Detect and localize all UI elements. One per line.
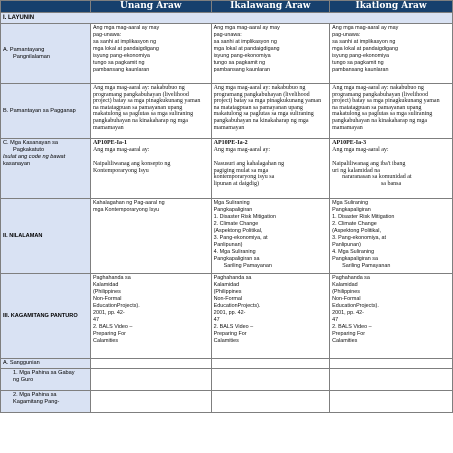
text-line: EducationProjects). bbox=[213, 303, 261, 309]
label-kasanayan bbox=[1, 139, 91, 199]
gabay-day-1 bbox=[90, 369, 211, 391]
text-line: isyung pang-ekonomiya bbox=[213, 53, 271, 59]
text-line: EducationProjects). bbox=[92, 303, 140, 309]
text-line: 4. Mga Suliraning bbox=[332, 249, 375, 255]
row-kasanayan bbox=[1, 139, 453, 199]
sanggunian-day-3 bbox=[330, 359, 453, 369]
text-line: Kalamidad bbox=[332, 282, 358, 288]
label-part: Pagkakatuto bbox=[13, 147, 45, 153]
text-line: 47 bbox=[213, 317, 220, 323]
text-line: pambansang kaunlaran bbox=[332, 67, 389, 73]
text-line: (Philippines bbox=[332, 289, 360, 295]
text-line: project) batay sa mga pinagkukunang yaman bbox=[92, 98, 201, 105]
text-line: na matatagpuan sa pamayanan upang bbox=[332, 104, 422, 111]
text-line: mga lokal at pandaigdigang bbox=[92, 46, 159, 52]
text-line: Mga Suliraning bbox=[213, 200, 250, 206]
text-line: nararanasan sa komunidad at bbox=[342, 174, 412, 181]
text-line: (Aspektong Politikal, bbox=[213, 228, 263, 234]
text-line: Non-Formal bbox=[332, 296, 361, 302]
competency-code: AP10PE-Ia-2 bbox=[213, 140, 248, 146]
row-nilalaman bbox=[1, 199, 453, 274]
label-part: Isulat ang code ng bawat bbox=[3, 154, 66, 160]
text-line: Ang mga mag-aaral ay: nakabubuo ng bbox=[332, 85, 424, 91]
text-line: 4. Mga Suliraning bbox=[213, 249, 256, 255]
text-line: Mga Suliraning bbox=[332, 200, 369, 206]
text-line: makatulong sa paglutas sa mga suliraning bbox=[213, 111, 314, 118]
label-kagamitang-pang-mag-aaral bbox=[1, 391, 91, 413]
text-line: pambansang kaunlaran bbox=[213, 67, 270, 73]
text-line: Non-Formal bbox=[92, 296, 122, 302]
text-line: Kalamidad bbox=[92, 282, 119, 288]
text-line: 2. Climate Change bbox=[332, 221, 377, 227]
text-line: 1. Disaster Risk Mitigation bbox=[213, 214, 276, 220]
label-sanggunian: A. Sanggunian bbox=[1, 359, 91, 369]
text-line: Calamities bbox=[213, 338, 239, 344]
text-line: pagiging mulat sa mga bbox=[213, 167, 269, 174]
sanggunian-day-2 bbox=[211, 359, 329, 369]
label-part: 1. Mga Pahina sa Gabay bbox=[13, 370, 75, 376]
text-line: pambansang kaunlaran bbox=[92, 67, 150, 73]
text-line: 2001, pp. 42- bbox=[332, 310, 364, 316]
text-line: pag-unawa: bbox=[92, 32, 122, 38]
text-line: Preparing For bbox=[213, 331, 247, 337]
text-line: 3. Pang-ekonomiya, at bbox=[332, 235, 387, 241]
pagganap-day-3 bbox=[330, 84, 453, 139]
text-line: Ang mga mag-aaral ay: nakabubuo ng bbox=[213, 85, 306, 91]
label-part: 2. Mga Pahina sa bbox=[13, 392, 57, 398]
text-line: mga lokal at pandaigdigang bbox=[213, 46, 280, 52]
text-line: 2. Climate Change bbox=[213, 221, 259, 227]
text-line: Ang mga mag-aaral ay may bbox=[92, 25, 160, 31]
label-nilalaman: II. NILALAMAN bbox=[1, 199, 91, 274]
text-line: tungo sa pagkamit ng bbox=[213, 60, 266, 66]
row-pamantayang-pangnilalaman bbox=[1, 24, 453, 84]
kasanayan-day-3 bbox=[330, 139, 453, 199]
text-line: isyung pang-ekonomiya bbox=[332, 53, 390, 59]
kagamitan-day-2 bbox=[211, 391, 329, 413]
text-line: mamamayan bbox=[92, 124, 124, 131]
label-part: A. Pamantayang bbox=[3, 46, 45, 53]
text-line: Paghahanda sa bbox=[213, 275, 252, 281]
text-line: programang pangkabuhayan (livelihood bbox=[213, 91, 310, 98]
text-line: Paghahanda sa bbox=[332, 275, 370, 281]
kagamitang-day-3 bbox=[330, 274, 453, 359]
text-line: Nasusuri ang kahalagahan ng bbox=[213, 161, 285, 168]
text-line: Panlipunan) bbox=[213, 242, 243, 248]
text-line bbox=[332, 153, 450, 161]
text-line: Naipaliliwanag ang iba't ibang bbox=[332, 161, 406, 168]
kasanayan-day-1 bbox=[90, 139, 211, 199]
text-line: programang pangkabuhayan (livelihood bbox=[332, 91, 429, 98]
text-line: mamamayan bbox=[332, 124, 363, 131]
text-line: tungo sa pagkamit ng bbox=[92, 60, 145, 66]
text-line: Naipaliliwanag ang konsepto ng bbox=[92, 161, 171, 168]
header-day-1: Unang Araw bbox=[90, 1, 211, 13]
competency-code: AP10PE-Ia-1 bbox=[92, 140, 127, 146]
text-line: 2. BALS Video – bbox=[332, 324, 372, 330]
kagamitang-day-1 bbox=[90, 274, 211, 359]
text-line: tungo sa pagkamit ng bbox=[332, 60, 384, 66]
text-line: Kalamidad bbox=[213, 282, 240, 288]
text-line: mga lokal at pandaigdigang bbox=[332, 46, 399, 52]
text-line: (Philippines bbox=[92, 289, 121, 295]
pagganap-day-2 bbox=[211, 84, 329, 139]
text-line bbox=[93, 153, 209, 161]
text-line: EducationProjects). bbox=[332, 303, 379, 309]
text-line: pag-unawa: bbox=[213, 32, 242, 38]
text-line: Calamities bbox=[92, 338, 119, 344]
competency-code: AP10PE-Ia-3 bbox=[332, 140, 367, 146]
text-line: sa sanhi at implikasyon ng bbox=[332, 39, 396, 45]
row-kagamitang-pang-mag-aaral bbox=[1, 391, 453, 413]
row-pamantayan-sa-pagganap bbox=[1, 84, 453, 139]
text-line: sa sanhi at implikasyon ng bbox=[213, 39, 277, 45]
text-line: Ang mga mag-aaral ay: bbox=[213, 146, 271, 153]
text-line: Ang mga mag-aaral ay may bbox=[332, 25, 399, 31]
text-line: (Philippines bbox=[213, 289, 242, 295]
text-line: (Aspektong Politikal, bbox=[332, 228, 381, 234]
text-line: Sariling Pamayanan bbox=[223, 263, 272, 269]
label-pamantayan-sa-pagganap: B. Pamantayan sa Pagganap bbox=[1, 84, 91, 139]
header-row bbox=[1, 1, 453, 13]
text-line: Non-Formal bbox=[213, 296, 243, 302]
label-part: C. Mga Kasanayan sa bbox=[3, 140, 59, 146]
label-part: ng Guro bbox=[13, 377, 34, 383]
row-gabay-ng-guro bbox=[1, 369, 453, 391]
text-line: sa bansa bbox=[380, 180, 402, 187]
text-line: makatulong sa paglutas sa mga suliraning bbox=[332, 111, 433, 118]
text-line: isyung pang-ekonomiya bbox=[92, 53, 150, 59]
text-line: 2001, pp. 42- bbox=[92, 310, 125, 316]
kagamitang-day-2 bbox=[211, 274, 329, 359]
pagganap-day-1 bbox=[90, 84, 211, 139]
text-line: programang pangkabuhayan (livelihood bbox=[92, 91, 189, 98]
nilalaman-day-2 bbox=[211, 199, 329, 274]
pamantayang-day-2 bbox=[211, 24, 329, 84]
text-line: Kontemporaryong Isyu bbox=[92, 167, 149, 174]
text-line: makatulong sa paglutas sa mga suliraning bbox=[92, 111, 194, 118]
text-line: Preparing For bbox=[332, 331, 366, 337]
text-line: mga Kontemporaryong Isyu bbox=[92, 207, 160, 213]
label-gabay-ng-guro bbox=[1, 369, 91, 391]
text-line: Calamities bbox=[332, 338, 358, 344]
label-part: Kagamitang Pang- bbox=[13, 399, 60, 405]
text-line: 2. BALS Video – bbox=[213, 324, 254, 330]
text-line: Panlipunan) bbox=[332, 242, 361, 248]
text-line: 1. Disaster Risk Mitigation bbox=[332, 214, 395, 220]
kagamitan-day-1 bbox=[90, 391, 211, 413]
text-line: Pangkapaligiran sa bbox=[213, 256, 260, 262]
text-line: Sariling Pamayanan bbox=[342, 263, 391, 269]
text-line: pangkabuhayan na kinakaharap ng mga bbox=[213, 117, 309, 124]
sanggunian-day-1 bbox=[90, 359, 211, 369]
text-line: Ang mga mag-aaral ay: nakabubuo ng bbox=[92, 85, 185, 91]
gabay-day-2 bbox=[211, 369, 329, 391]
text-line: 3. Pang-ekonomiya, at bbox=[213, 235, 268, 241]
text-line: project) batay sa mga pinagkukunang yaman bbox=[332, 98, 440, 105]
text-line: Paghahanda sa bbox=[92, 275, 131, 281]
text-line: Pangkapaligiran bbox=[213, 207, 253, 213]
text-line: Pangkapaligiran sa bbox=[332, 256, 378, 262]
header-corner-cell bbox=[1, 1, 91, 13]
nilalaman-day-1 bbox=[90, 199, 211, 274]
label-kagamitang-panturo: III. KAGAMITANG PANTURO bbox=[1, 274, 91, 359]
text-line: kontemporaryong isyu sa bbox=[213, 174, 275, 181]
text-line: 47 bbox=[332, 317, 339, 323]
text-line: 2001, pp. 42- bbox=[213, 310, 246, 316]
text-line: Ang mga mag-aaral ay: bbox=[92, 146, 150, 153]
nilalaman-day-3 bbox=[330, 199, 453, 274]
row-kagamitang-panturo bbox=[1, 274, 453, 359]
text-line: pag-unawa: bbox=[332, 32, 361, 38]
text-line: uri ng kalamidad na bbox=[332, 167, 380, 174]
text-line: 47 bbox=[92, 317, 99, 323]
kasanayan-day-2 bbox=[211, 139, 329, 199]
text-line: project) batay sa mga pinagkukunang yaman bbox=[213, 98, 322, 105]
gabay-day-3 bbox=[330, 369, 453, 391]
text-line: 2. BALS Video – bbox=[92, 324, 133, 330]
text-line: na matatagpuan sa pamayanan upang bbox=[213, 104, 303, 111]
header-day-2: Ikalawang Araw bbox=[211, 1, 329, 13]
text-line: mamamayan bbox=[213, 124, 245, 131]
section-row-layunin bbox=[1, 13, 453, 24]
text-line: Pangkapaligiran bbox=[332, 207, 371, 213]
text-line: Kahalagahan ng Pag-aaral ng bbox=[92, 200, 165, 206]
text-line: lipunan at daigdig) bbox=[213, 180, 259, 187]
text-line bbox=[214, 153, 327, 161]
text-line: Preparing For bbox=[92, 331, 126, 337]
text-line: sa sanhi at implikasyon ng bbox=[92, 39, 157, 45]
pamantayang-day-3 bbox=[330, 24, 453, 84]
label-part: Pangnilalaman bbox=[13, 53, 51, 60]
row-sanggunian bbox=[1, 359, 453, 369]
pamantayang-day-1 bbox=[90, 24, 211, 84]
text-line: pangkabuhayan na kinakaharap ng mga bbox=[332, 117, 428, 124]
kagamitan-day-3 bbox=[330, 391, 453, 413]
text-line: Ang mga mag-aaral ay may bbox=[213, 25, 280, 31]
section-layunin: I. LAYUNIN bbox=[1, 13, 453, 24]
header-day-3: Ikatlong Araw bbox=[330, 1, 453, 13]
text-line: pangkabuhayan na kinakaharap ng mga bbox=[92, 117, 188, 124]
text-line: na matatagpuan sa pamayanan upang bbox=[92, 104, 183, 111]
label-part: kasanayan bbox=[3, 161, 31, 167]
label-pamantayang-pangnilalaman bbox=[1, 24, 91, 84]
text-line: Ang mga mag-aaral ay: bbox=[332, 146, 389, 153]
